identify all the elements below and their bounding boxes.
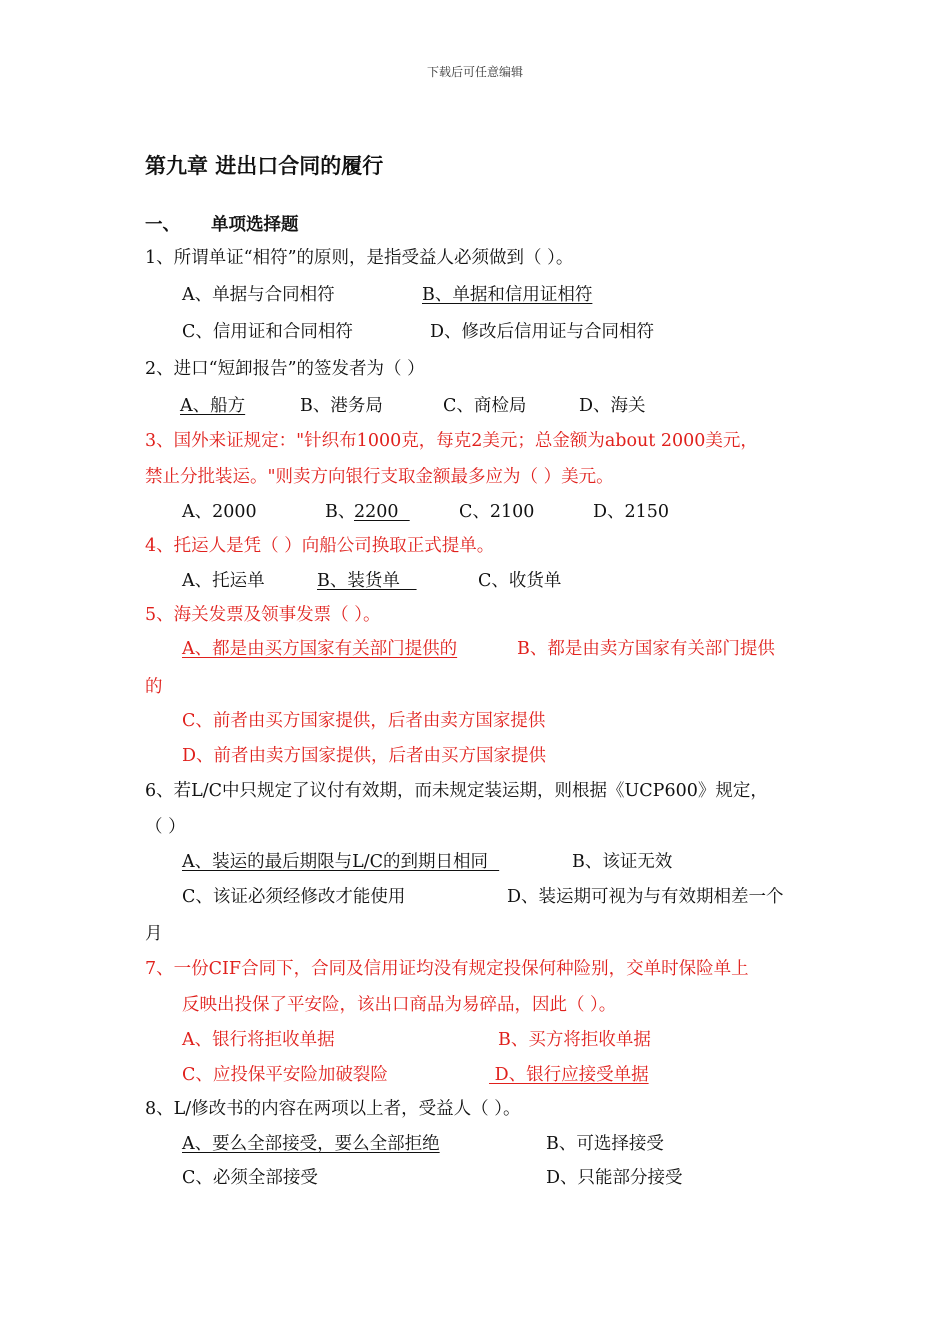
q2-option-d: D、海关 <box>579 396 646 416</box>
q5-stem: 5、海关发票及领事发票（ ）。 <box>145 605 381 625</box>
q3-stem-line1: 3、国外来证规定："针织布1000克，每克2美元；总金额为about 2000美元， <box>145 431 758 451</box>
q8-option-b: B、可选择接受 <box>546 1134 664 1154</box>
q5-option-b: B、都是由卖方国家有关部门提供 <box>517 639 775 659</box>
q8-stem: 8、L/修改书的内容在两项以上者，受益人（ ）。 <box>145 1099 521 1119</box>
q4-stem: 4、托运人是凭（ ）向船公司换取正式提单。 <box>145 536 495 556</box>
q7-stem-line1: 7、一份CIF合同下，合同及信用证均没有规定投保何种险别，交单时保险单上 <box>145 959 749 979</box>
q6-option-b: B、该证无效 <box>572 852 673 872</box>
section-title: 单项选择题 <box>211 215 299 235</box>
chapter-title: 第九章 进出口合同的履行 <box>145 154 384 178</box>
q6-option-d: D、装运期可视为与有效期相差一个 <box>507 887 784 907</box>
q6-option-a: A、装运的最后期限与L/C的到期日相同 <box>182 852 500 872</box>
q6-stem-line1: 6、若L/C中只规定了议付有效期，而未规定装运期，则根据《UCP600》规定， <box>145 781 768 801</box>
page-header: 下载后可任意编辑 <box>426 65 523 79</box>
q8-option-d: D、只能部分接受 <box>546 1168 683 1188</box>
q3-stem-line2: 禁止分批装运。"则卖方向银行支取金额最多应为（ ）美元。 <box>145 467 614 487</box>
q4-option-a: A、托运单 <box>182 571 265 591</box>
q1-option-a: A、单据与合同相符 <box>182 285 335 305</box>
q1-stem: 1、所谓单证“相符”的原则，是指受益人必须做到（ ）。 <box>145 248 574 268</box>
q3-option-a: A、2000 <box>182 502 257 522</box>
q5-option-c: C、前者由买方国家提供，后者由卖方国家提供 <box>182 711 546 731</box>
q7-option-a: A、银行将拒收单据 <box>182 1030 335 1050</box>
q3-option-d: D、2150 <box>593 502 670 522</box>
q6-option-c: C、该证必须经修改才能使用 <box>182 887 406 907</box>
q3-option-b: 2200 <box>354 502 410 522</box>
q5-option-a: A、都是由买方国家有关部门提供的 <box>182 639 458 659</box>
q5-option-b-wrap: 的 <box>145 677 163 697</box>
q8-option-c: C、必须全部接受 <box>182 1168 318 1188</box>
q6-option-d-wrap: 月 <box>145 924 163 944</box>
q6-stem-line2: （ ） <box>145 817 186 837</box>
q7-option-b: B、买方将拒收单据 <box>498 1030 651 1050</box>
q2-stem: 2、进口“短卸报告”的签发者为（ ） <box>145 359 425 379</box>
q4-option-c: C、收货单 <box>478 571 562 591</box>
q2-option-c: C、商检局 <box>443 396 527 416</box>
section-number: 一、 <box>145 215 180 235</box>
q7-stem-line2: 反映出投保了平安险，该出口商品为易碎品，因此（ ）。 <box>182 995 617 1015</box>
q1-option-b: B、单据和信用证相符 <box>422 285 593 305</box>
q3-option-c: C、2100 <box>459 502 535 522</box>
q4-option-b: B、装货单 <box>317 571 417 591</box>
q7-option-d: D、银行应接受单据 <box>489 1065 649 1085</box>
q8-option-a: A、要么全部接受，要么全部拒绝 <box>182 1134 440 1154</box>
q2-option-a: A、船方 <box>180 396 246 416</box>
q7-option-c: C、应投保平安险加破裂险 <box>182 1065 388 1085</box>
q1-option-d: D、修改后信用证与合同相符 <box>430 322 655 342</box>
q2-option-b: B、港务局 <box>300 396 383 416</box>
q1-option-c: C、信用证和合同相符 <box>182 322 353 342</box>
q3-option-b-prefix: B、 <box>325 502 356 522</box>
q5-option-d: D、前者由卖方国家提供，后者由买方国家提供 <box>182 746 547 766</box>
